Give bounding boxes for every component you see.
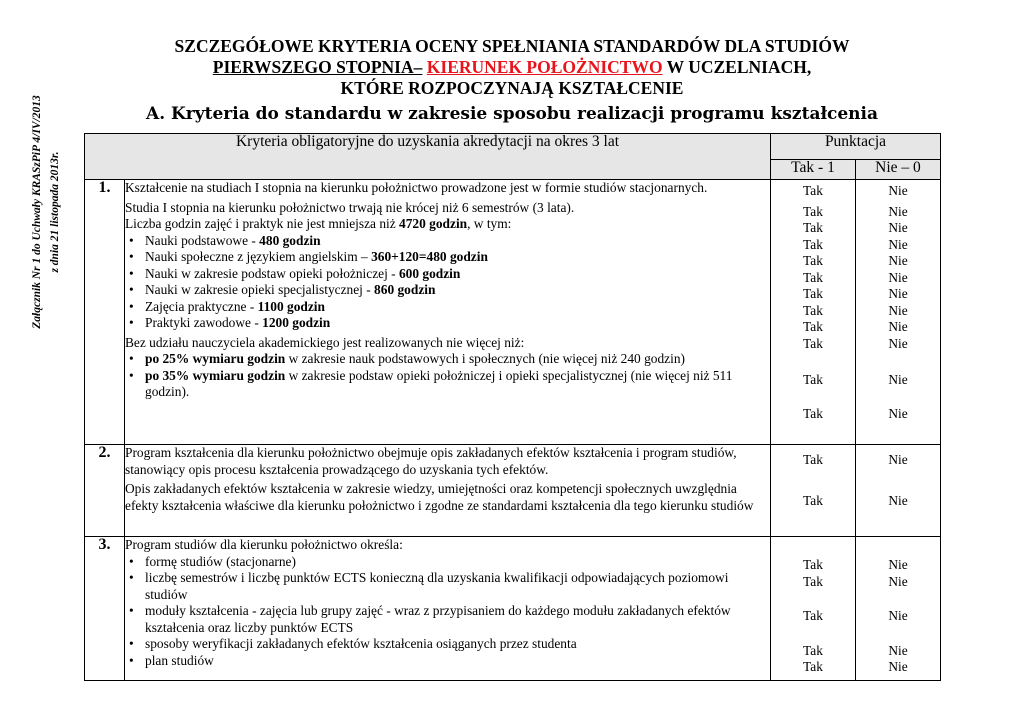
no-cell (856, 180, 941, 445)
no-value: Nie (888, 302, 908, 318)
yes-value: Tak (803, 203, 823, 219)
criteria-cell (125, 445, 771, 537)
criteria-text: Liczba godzin zajęć i praktyk nie jest mniejsza niż 4720 godzin, w tym: (125, 216, 512, 231)
no-value: Nie (888, 236, 908, 252)
row-number: 3. (85, 537, 125, 681)
title-field-name: KIERUNEK POŁOŻNICTWO (426, 57, 663, 77)
yes-value: Tak (803, 220, 823, 235)
no-value: Nie (888, 557, 908, 572)
no-header: Nie – 0 (856, 160, 941, 180)
no-value: Nie (888, 335, 908, 351)
criteria-header: Kryteria obligatoryjne do uzyskania akredytacji na okres 3 lat (85, 134, 771, 180)
yes-value: Tak (803, 253, 823, 268)
no-value: Nie (888, 372, 908, 387)
list-item: • sposoby weryfikacji zakładanych efektów kształcenia osiąganych przez studenta (125, 636, 770, 653)
title-line-3: KTÓRE ROZPOCZYNAJĄ KSZTAŁCENIE (340, 78, 684, 98)
yes-value: Tak (803, 659, 823, 674)
program-list (125, 554, 770, 670)
no-value: Nie (888, 203, 908, 219)
no-value: Nie (888, 659, 908, 674)
list-item: • formę studiów (stacjonarne) (125, 554, 770, 571)
title-line-2-part2: W UCZELNIACH, (666, 57, 812, 77)
table-row (85, 445, 941, 537)
list-item: • po 25% wymiaru godzin w zakresie nauk podstawowych i społecznych (nie więcej niż 240 godzin) (125, 351, 770, 368)
yes-value: Tak (803, 372, 823, 387)
criteria-text: Bez udziału nauczyciela akademickiego jest realizowanych nie więcej niż: (125, 334, 525, 350)
document-title (84, 36, 940, 99)
row-number: 2. (85, 445, 125, 537)
no-value: Nie (888, 220, 908, 235)
no-value: Nie (888, 319, 908, 334)
yes-value: Tak (803, 608, 823, 623)
criteria-cell (125, 537, 771, 681)
row-number: 1. (85, 180, 125, 445)
criteria-text: Program studiów dla kierunku położnictwo określa: (125, 537, 403, 552)
no-value: Nie (888, 183, 908, 198)
hours-list (125, 233, 770, 332)
list-item: • Zajęcia praktyczne - 1100 godzin (125, 299, 770, 316)
no-value: Nie (888, 286, 908, 301)
limits-list (125, 351, 770, 401)
title-line-2 (84, 57, 940, 78)
no-value: Nie (888, 492, 908, 508)
list-item: • moduły kształcenia - zajęcia lub grupy zajęć - wraz z przypisaniem do każdego modułu zakładanych efektów kształcenia oraz liczby punktów ECTS (125, 603, 770, 636)
list-item: • plan studiów (125, 653, 770, 670)
yes-value: Tak (803, 183, 823, 198)
criteria-cell (125, 180, 771, 445)
no-value: Nie (888, 452, 908, 467)
list-item: • Nauki podstawowe - 480 godzin (125, 233, 770, 250)
no-value: Nie (888, 269, 908, 285)
list-item: • Praktyki zawodowe - 1200 godzin (125, 315, 770, 332)
yes-value: Tak (803, 642, 823, 658)
list-item: • Nauki społeczne z językiem angielskim – 360+120=480 godzin (125, 249, 770, 266)
table-row (85, 537, 941, 681)
criteria-table (84, 133, 941, 681)
list-item: • liczbę semestrów i liczbę punktów ECTS konieczną dla uzyskania kwalifikacji odpowiadających poziomowi studiów (125, 570, 770, 603)
yes-cell (771, 180, 856, 445)
yes-value: Tak (803, 335, 823, 351)
criteria-text: Program kształcenia dla kierunku położnictwo obejmuje opis zakładanych efektów kształcenia i program studiów, stanowiący opis procesu kształcenia prowadzącego do uzyskania tych efektów. (125, 445, 737, 477)
yes-value: Tak (803, 236, 823, 252)
no-value: Nie (888, 642, 908, 658)
yes-value: Tak (803, 573, 823, 589)
yes-header: Tak - 1 (771, 160, 856, 180)
attachment-note-line1: Załącznik Nr 1 do Uchwały KRASzPiP 4/IV/2013 (31, 95, 43, 329)
criteria-text: Opis zakładanych efektów kształcenia w zakresie wiedzy, umiejętności oraz kompetencji społecznych uwzględnia efekty kształcenia właściwe dla kierunku położnictwo i zgodne ze standardami kształcenia dla tego kierunku studiów (125, 481, 754, 513)
yes-value: Tak (803, 286, 823, 301)
no-value: Nie (888, 253, 908, 268)
yes-value: Tak (803, 492, 823, 508)
criteria-text: Kształcenie na studiach I stopnia na kierunku położnictwo prowadzone jest w formie studiów stacjonarnych. (125, 180, 708, 195)
table-row (85, 180, 941, 445)
title-line-2-part1: PIERWSZEGO STOPNIA– (212, 57, 423, 77)
list-item: • Nauki w zakresie podstaw opieki położniczej - 600 godzin (125, 266, 770, 283)
no-value: Nie (888, 573, 908, 589)
yes-value: Tak (803, 452, 823, 467)
list-item: • Nauki w zakresie opieki specjalistycznej - 860 godzin (125, 282, 770, 299)
no-cell (856, 537, 941, 681)
list-item: • po 35% wymiaru godzin w zakresie podstaw opieki położniczej i opieki specjalistycznej (nie więcej niż 511 godzin). (125, 368, 770, 401)
yes-cell (771, 445, 856, 537)
score-header: Punktacja (771, 134, 941, 160)
no-cell (856, 445, 941, 537)
criteria-text: Studia I stopnia na kierunku położnictwo trwają nie krócej niż 6 semestrów (3 lata). (125, 199, 575, 215)
section-title: A. Kryteria do standardu w zakresie sposobu realizacji programu kształcenia (146, 104, 878, 124)
attachment-note-line2: z dnia 21 listopada 2013r. (49, 151, 61, 273)
yes-cell (771, 537, 856, 681)
yes-value: Tak (803, 405, 823, 421)
attachment-note (18, 74, 66, 350)
yes-value: Tak (803, 557, 823, 572)
yes-value: Tak (803, 319, 823, 334)
no-value: Nie (888, 405, 908, 421)
yes-value: Tak (803, 302, 823, 318)
yes-value: Tak (803, 269, 823, 285)
no-value: Nie (888, 608, 908, 623)
title-line-1: SZCZEGÓŁOWE KRYTERIA OCENY SPEŁNIANIA STANDARDÓW DLA STUDIÓW (174, 36, 850, 56)
